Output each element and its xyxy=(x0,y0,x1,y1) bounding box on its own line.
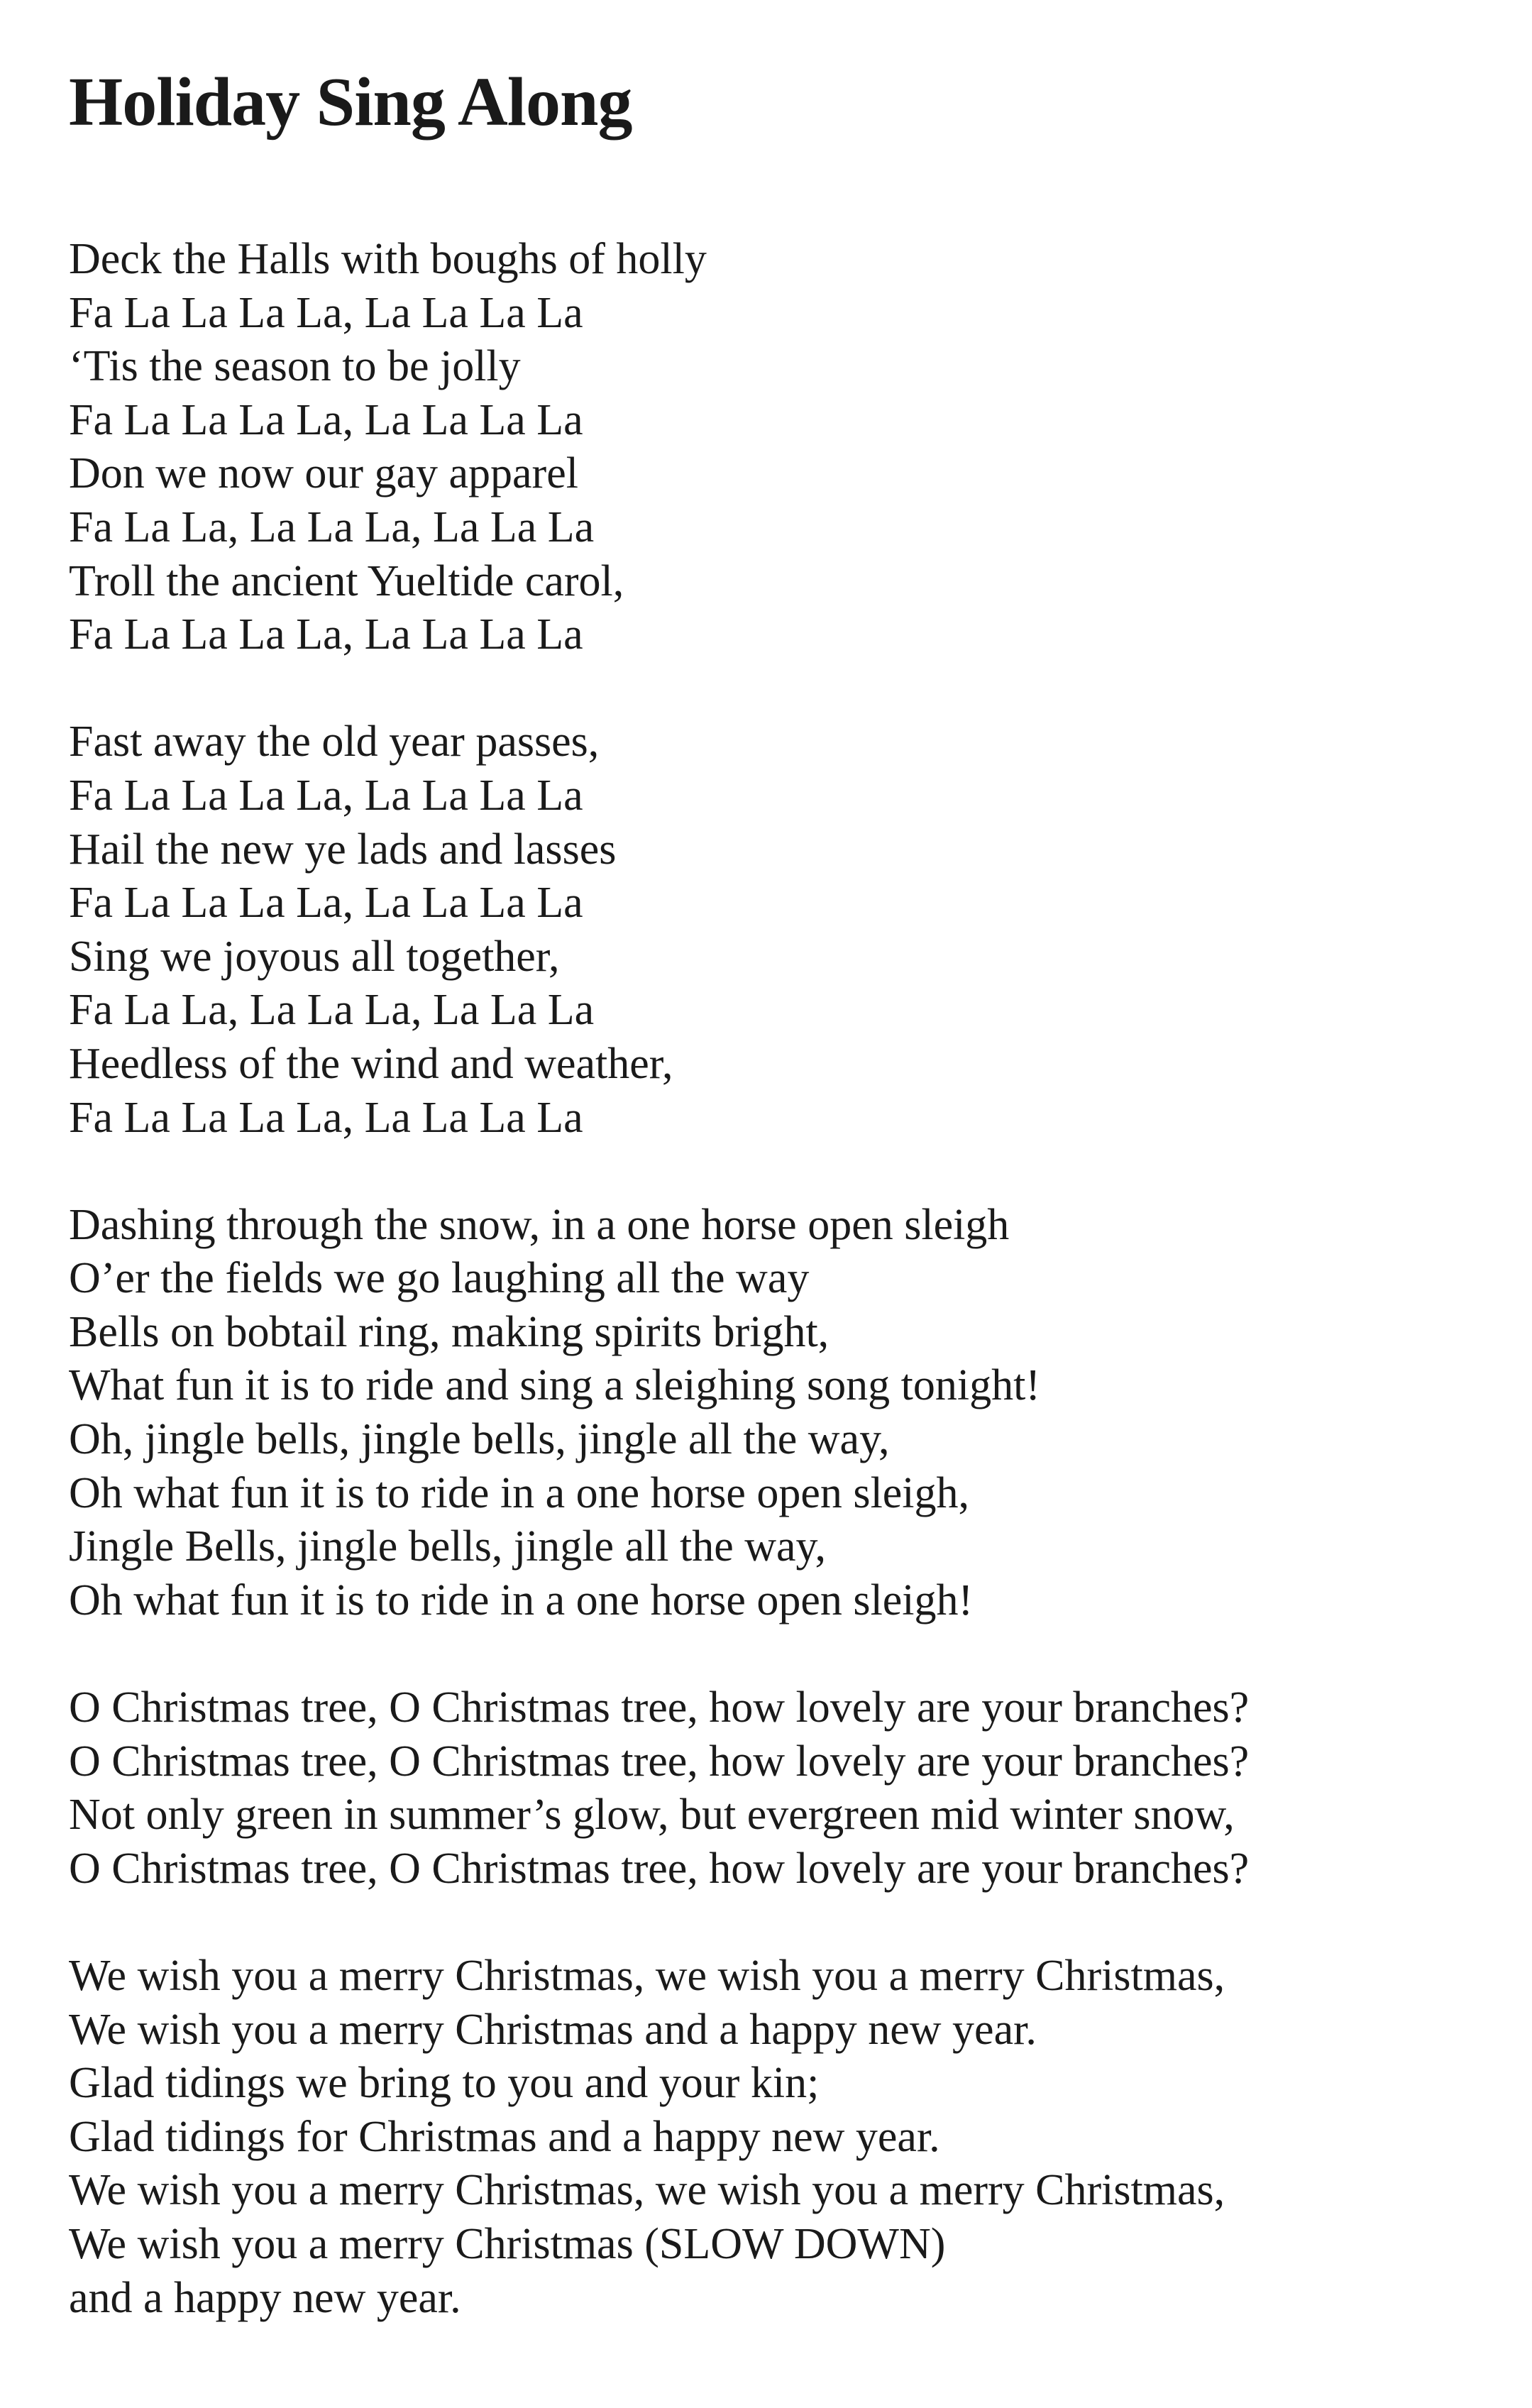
lyric-line: O Christmas tree, O Christmas tree, how lovely are your branches? xyxy=(69,1844,1250,1893)
page-title: Holiday Sing Along xyxy=(69,64,632,141)
lyric-line: Fa La La La La, La La La La xyxy=(69,610,583,659)
lyric-line: Fast away the old year passes, xyxy=(69,718,600,766)
lyric-line: Oh, jingle bells, jingle bells, jingle all the way, xyxy=(69,1415,890,1464)
lyric-line: Deck the Halls with boughs of holly xyxy=(69,235,707,283)
verse-deck-the-halls xyxy=(69,233,1249,662)
lyric-line: ‘Tis the season to be jolly xyxy=(69,342,521,391)
lyric-line: We wish you a merry Christmas, we wish you a merry Christmas, xyxy=(69,2166,1225,2215)
lyric-line: Fa La La La La, La La La La xyxy=(69,879,583,928)
lyric-line: Troll the ancient Yueltide carol, xyxy=(69,556,624,605)
lyric-line: Bells on bobtail ring, making spirits bright, xyxy=(69,1307,830,1356)
verses-container xyxy=(69,233,1249,2379)
lyric-line: Fa La La, La La La, La La La xyxy=(69,502,595,551)
lyric-line: Glad tidings we bring to you and your kin; xyxy=(69,2059,820,2108)
lyric-line: Dashing through the snow, in a one horse open sleigh xyxy=(69,1200,1010,1249)
lyric-line: Oh what fun it is to ride in a one horse open sleigh! xyxy=(69,1576,974,1624)
lyric-line: Heedless of the wind and weather, xyxy=(69,1039,673,1088)
lyric-line: We wish you a merry Christmas (SLOW DOWN) xyxy=(69,2219,946,2268)
lyric-line: Don we now our gay apparel xyxy=(69,449,578,498)
lyric-line: O’er the fields we go laughing all the way xyxy=(69,1254,810,1303)
lyric-line: Hail the new ye lads and lasses xyxy=(69,825,617,874)
lyric-line: Fa La La La La, La La La La xyxy=(69,395,583,444)
lyric-line: We wish you a merry Christmas and a happy new year. xyxy=(69,2005,1037,2054)
lyric-line: Oh what fun it is to ride in a one horse open sleigh, xyxy=(69,1468,970,1517)
lyric-line: O Christmas tree, O Christmas tree, how lovely are your branches? xyxy=(69,1737,1250,1786)
lyric-line: Fa La La La La, La La La La xyxy=(69,1093,583,1142)
lyric-line: Fa La La La La, La La La La xyxy=(69,771,583,820)
lyric-line: Glad tidings for Christmas and a happy new year. xyxy=(69,2112,940,2161)
lyric-line: What fun it is to ride and sing a sleighing song tonight! xyxy=(69,1361,1040,1410)
lyric-line: O Christmas tree, O Christmas tree, how lovely are your branches? xyxy=(69,1683,1250,1732)
verse-jingle-bells xyxy=(69,1199,1249,1628)
verse-o-christmas-tree xyxy=(69,1681,1249,1896)
verse-we-wish-you xyxy=(69,1950,1249,2325)
lyric-line: Not only green in summer’s glow, but evergreen mid winter snow, xyxy=(69,1791,1235,1840)
lyric-line: We wish you a merry Christmas, we wish you a merry Christmas, xyxy=(69,1952,1225,2000)
lyric-line: Sing we joyous all together, xyxy=(69,932,560,981)
lyric-line: and a happy new year. xyxy=(69,2273,461,2322)
lyric-line: Jingle Bells, jingle bells, jingle all the way, xyxy=(69,1522,827,1571)
lyric-line: Fa La La, La La La, La La La xyxy=(69,986,595,1035)
lyric-line: Fa La La La La, La La La La xyxy=(69,288,583,337)
verse-fast-away xyxy=(69,715,1249,1145)
